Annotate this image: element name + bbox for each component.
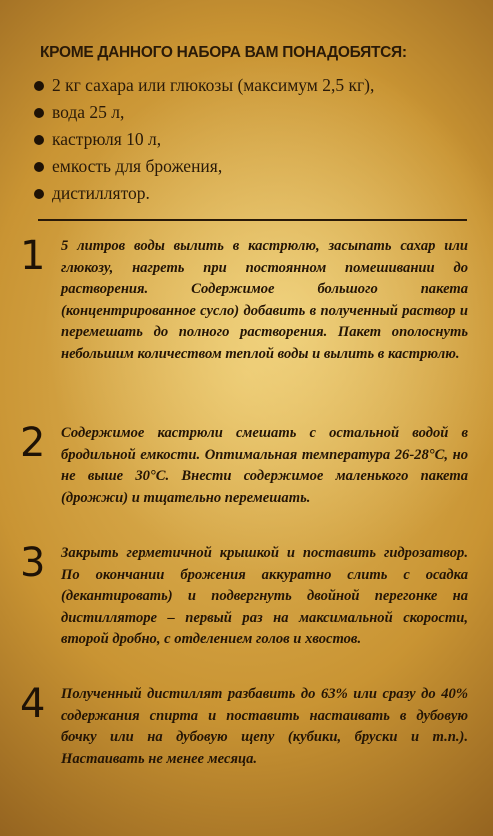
requirements-list <box>34 72 474 207</box>
requirement-text: емкость для брожения, <box>52 156 223 176</box>
section-divider <box>38 219 467 221</box>
step-number: 3 <box>20 540 46 586</box>
bullet-icon <box>34 162 44 172</box>
step-text: Полученный дистиллят разбавить до 63% или сразу до 40% содержания спирта и поставить настаивать в дубовую бочку или на дубовую щепу (кубики, бруски и т.п.). Настаивать не менее месяца. <box>61 686 468 767</box>
list-item <box>34 153 474 180</box>
bullet-icon <box>34 81 44 91</box>
step-text: Закрыть герметичной крышкой и поставить гидрозатвор. По окончании брожения аккуратно слить с осадка (декантировать) и подвергнуть двойной перегонке на дистилляторе – первый раз на максимальной скорости, второй дробно, с отделением голов и хвостов. <box>61 545 468 648</box>
requirements-heading: КРОМЕ ДАННОГО НАБОРА ВАМ ПОНАДОБЯТСЯ: <box>40 44 407 61</box>
step-text: Содержимое кастрюли смешать с остальной водой в бродильной емкости. Оптимальная температура 26-28°С, но не выше 30°С. Внести содержимое маленького пакета (дрожжи) и тщательно перемешать. <box>61 425 468 506</box>
list-item <box>34 126 474 153</box>
requirement-text: дистиллятор. <box>52 183 150 203</box>
step-number: 1 <box>20 233 46 279</box>
requirement-text: кастрюля 10 л, <box>52 129 162 149</box>
list-item <box>34 180 474 207</box>
list-item <box>34 99 474 126</box>
list-item <box>34 72 474 99</box>
bullet-icon <box>34 108 44 118</box>
bullet-icon <box>34 189 44 199</box>
bullet-icon <box>34 135 44 145</box>
step-number: 4 <box>20 681 46 727</box>
step-text: 5 литров воды вылить в кастрюлю, засыпать сахар или глюкозу, нагреть при постоянном помешивании до растворения. Содержимое большого пакета (концентрированное сусло) добавить в полученный раствор и перемешать до полного растворения. Пакет ополоснуть небольшим количеством теплой воды и вылить в кастрюлю. <box>61 238 468 362</box>
requirement-text: 2 кг сахара или глюкозы (максимум 2,5 кг), <box>52 75 375 95</box>
step-number: 2 <box>20 420 46 466</box>
requirement-text: вода 25 л, <box>52 102 125 122</box>
